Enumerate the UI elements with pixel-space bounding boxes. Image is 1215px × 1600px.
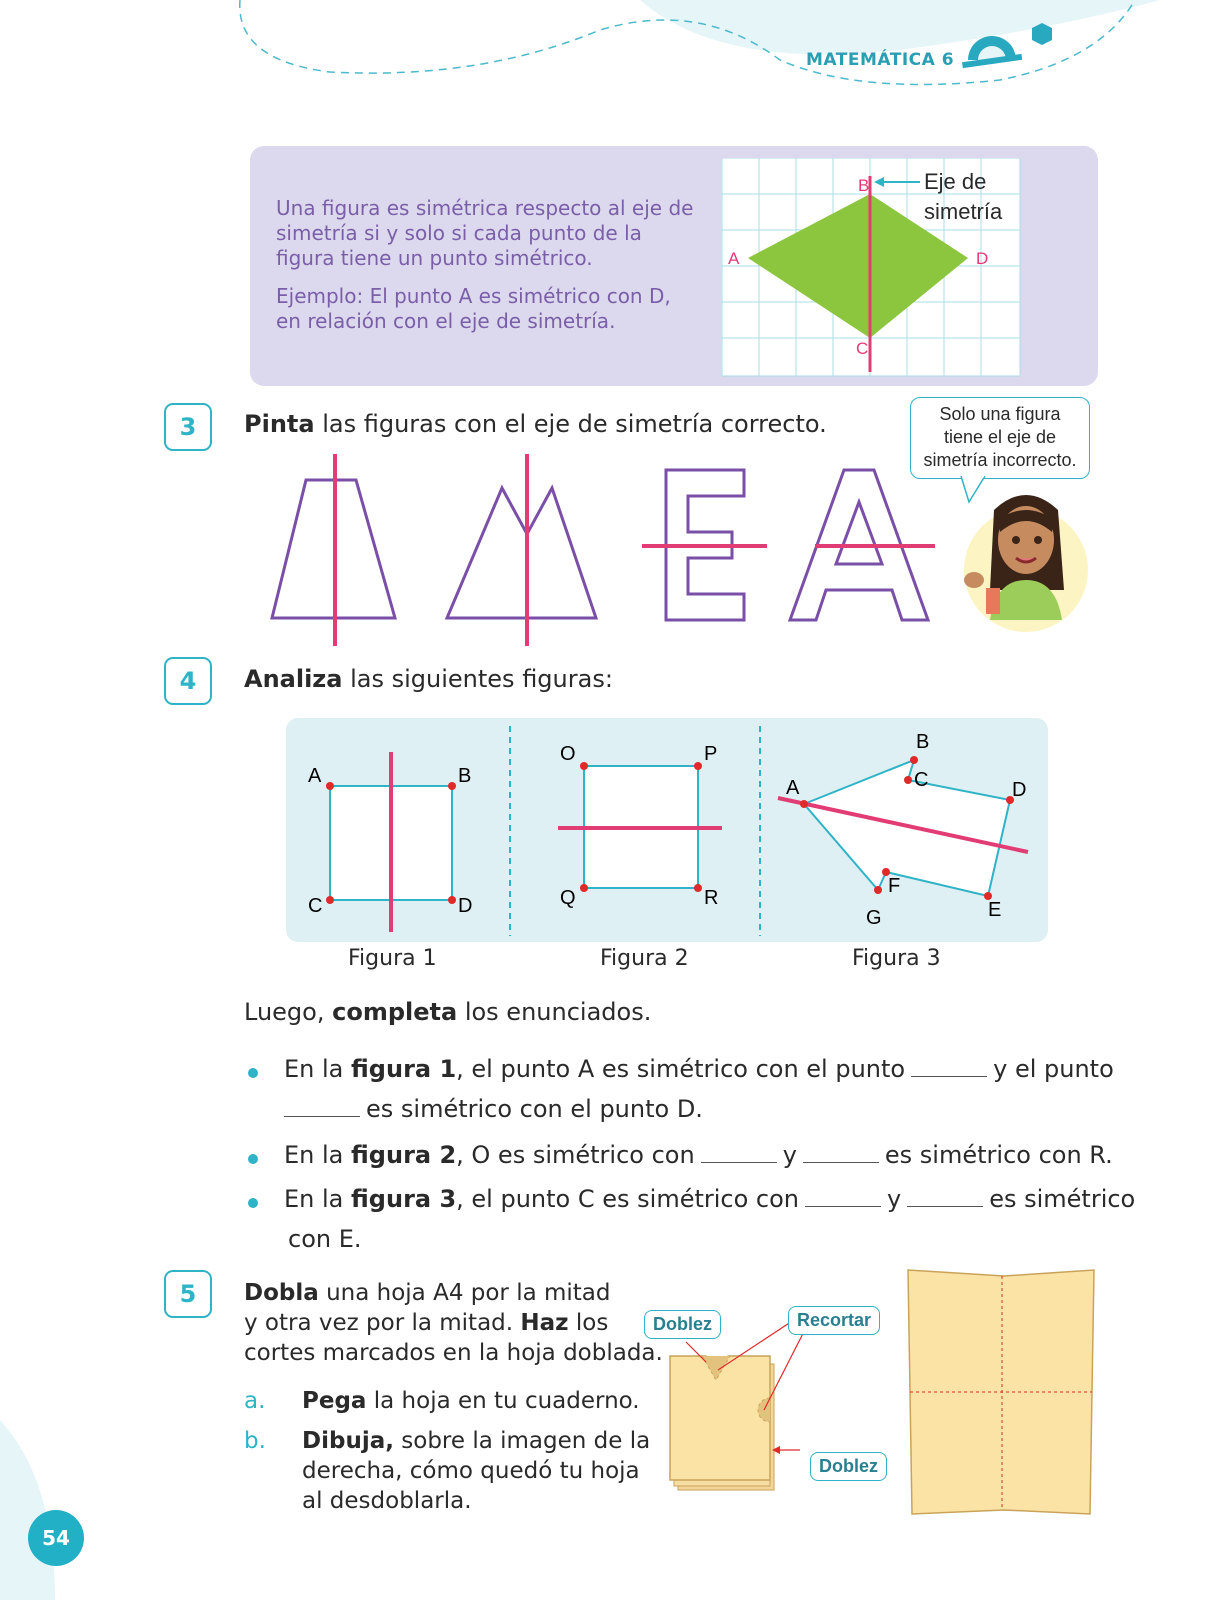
activity3-instruction: Pinta las figuras con el eje de simetría correcto.	[244, 410, 827, 438]
point-label: E	[988, 899, 1002, 921]
point-label: C	[914, 769, 929, 791]
girl-character-illustration	[946, 480, 1096, 640]
point-label: P	[704, 743, 718, 765]
point-label: A	[308, 765, 322, 787]
point-label: B	[916, 731, 930, 753]
activity4-instruction: Analiza las siguientes figuras:	[244, 665, 613, 693]
page-number: 54	[28, 1510, 84, 1566]
point-label: B	[458, 765, 472, 787]
activity-number: 3	[164, 403, 212, 451]
luego-instruction: Luego, completa los enunciados.	[244, 998, 652, 1026]
doblez-tag: Doblez	[810, 1452, 887, 1481]
unfolded-paper-drawing-area[interactable]	[904, 1268, 1098, 1518]
answer-blank[interactable]	[805, 1188, 881, 1207]
point-label: B	[858, 176, 870, 195]
point-label: D	[1012, 779, 1027, 801]
figure-caption: Figura 2	[600, 946, 689, 971]
definition-text: Una figura es simétrica respecto al eje de simetría si y solo si cada punto de la figura tiene un punto simétrico.	[276, 196, 694, 270]
figure-caption: Figura 1	[348, 946, 437, 971]
protractor-icon	[962, 36, 1022, 68]
activity3-figures	[260, 450, 960, 650]
point-label: Q	[560, 887, 576, 909]
answer-blank[interactable]	[284, 1098, 360, 1117]
statement-3-cont: con E.	[288, 1225, 362, 1253]
point-label: G	[866, 907, 882, 929]
answer-blank[interactable]	[701, 1144, 777, 1163]
point-label: A	[728, 249, 740, 268]
step-b: b. Dibuja, sobre la imagen de la derecha, cómo quedó tu hoja al desdoblarla.	[244, 1428, 651, 1514]
point-label: C	[856, 339, 869, 358]
activity-number: 5	[164, 1270, 212, 1318]
answer-blank[interactable]	[803, 1144, 879, 1163]
point-label: A	[786, 777, 800, 799]
figure-caption: Figura 3	[852, 946, 941, 971]
point-label: D	[976, 249, 989, 268]
statement-1-cont: es simétrico con el punto D.	[284, 1095, 703, 1123]
m-shape	[447, 488, 596, 618]
point-label: F	[888, 875, 901, 897]
point-label: C	[308, 895, 323, 917]
statement-1: En la figura 1, el punto A es simétrico con el punto y el punto	[284, 1055, 1114, 1083]
step-a: a. Pega la hoja en tu cuaderno.	[244, 1388, 640, 1414]
bullet	[248, 1154, 258, 1164]
point-label: O	[560, 743, 576, 765]
axis-label: simetría	[924, 199, 1003, 224]
example-text: Ejemplo: El punto A es simétrico con D, en relación con el eje de simetría.	[276, 284, 671, 333]
symmetry-diagram	[722, 158, 1022, 378]
speech-bubble: Solo una figura tiene el eje de simetría incorrecto.	[910, 397, 1090, 479]
bullet	[248, 1068, 258, 1078]
activity5-instruction: Dobla una hoja A4 por la mitad y otra vez por la mitad. Haz los cortes marcados en la hoja doblada.	[244, 1280, 663, 1366]
axis-label: Eje de	[924, 169, 987, 194]
bullet	[248, 1198, 258, 1208]
point-label: R	[704, 887, 719, 909]
recortar-tag: Recortar	[788, 1306, 880, 1335]
answer-blank[interactable]	[911, 1058, 987, 1077]
statement-2: En la figura 2, O es simétrico con y es simétrico con R.	[284, 1141, 1113, 1169]
activity-number: 4	[164, 657, 212, 705]
answer-blank[interactable]	[907, 1188, 983, 1207]
header-decoration	[0, 0, 1215, 110]
doblez-tag: Doblez	[644, 1310, 721, 1339]
book-title: MATEMÁTICA 6	[806, 50, 955, 70]
figures-panel	[286, 718, 1048, 943]
statement-3: En la figura 3, el punto C es simétrico con y es simétrico	[284, 1185, 1136, 1213]
point-label: D	[458, 895, 473, 917]
